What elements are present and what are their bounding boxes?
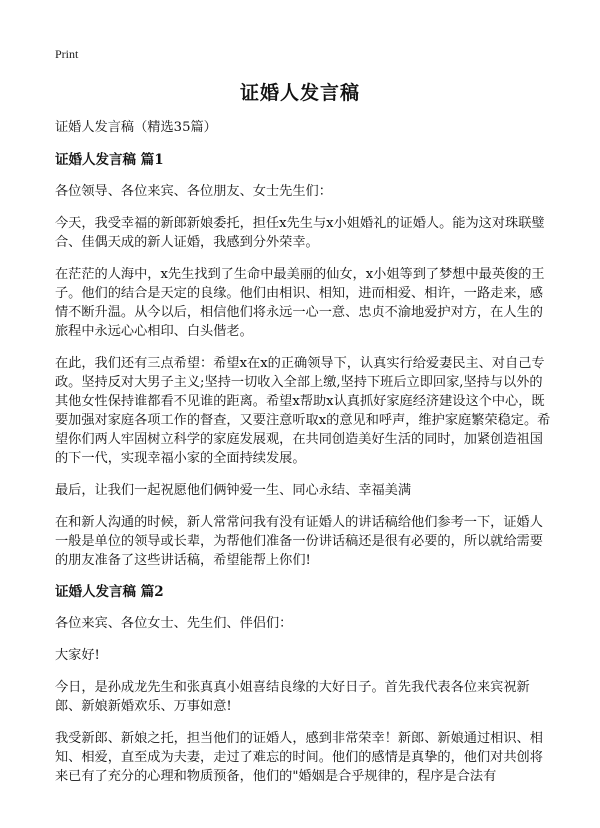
print-link[interactable]: Print (55, 47, 79, 61)
paragraph: 我受新郎、新娘之托，担当他们的证婚人，感到非常荣幸！新郎、新娘通过相识、相知、相爱，直至成为夫妻，走过了难忘的时间。他们的感情是真挚的，他们对共创将来已有了充分的心理和物质预备，他们的"婚姻是合乎规律的，程序是合法有 (55, 731, 543, 784)
paragraph: 各位来宾、各位女士、先生们、伴侣们： (55, 616, 293, 631)
paragraph: 在和新人沟通的时候，新人常常问我有没有证婚人的讲话稿给他们参考一下，证婚人一般是单位的领导或长辈，为帮他们准备一份讲话稿还是很有必要的，所以就给需要的朋友准备了这些讲话稿，希望能帮上你们! (55, 515, 543, 568)
document-body (55, 118, 555, 799)
paragraph: 在此，我们还有三点希望：希望x在x的正确领导下，认真实行给爱妻民主、对自己专政。坚持反对大男子主义;坚持一切收入全部上缴,坚持下班后立即回家,坚持与以外的其他女性保持谁都看不见谁的距离。希望x帮助x认真抓好家庭经济建设这个中心，既要加强对家庭各项工作的督查，又要注意听取x的意见和呼声，维护家庭繁荣稳定。希望你们两人牢固树立科学的家庭发展观，在共同创造美好生活的同时，加紧创造祖国的下一代，实现幸福小家的全面持续发展。 (55, 356, 551, 466)
paragraph: 各位领导、各位来宾、各位朋友、女士先生们： (55, 184, 332, 199)
section-2 (55, 583, 555, 786)
paragraph: 今日，是孙成龙先生和张真真小姐喜结良缘的大好日子。首先我代表各位来宾祝新郎、新娘新婚欢乐、万事如意! (55, 680, 530, 714)
paragraph: 今天，我受幸福的新郎新娘委托，担任x先生与x小姐婚礼的证婚人。能为这对珠联璧合、佳偶天成的新人证婚，我感到分外荣幸。 (55, 216, 545, 250)
section-heading: 证婚人发言稿 篇2 (55, 584, 164, 600)
paragraph: 在茫茫的人海中，x先生找到了生命中最美丽的仙女，x小姐等到了梦想中最英俊的王子。他们的结合是天定的良缘。他们由相识、相知，进而相爱、相许，一路走来，感情不断升温。从今以后，相信他们将永远一心一意、忠贞不渝地爱护对方，在人生的旅程中永远心心相印、白头偕老。 (55, 267, 545, 339)
document-subtitle: 证婚人发言稿（精选35篇） (55, 120, 217, 135)
document-title: 证婚人发言稿 (239, 82, 360, 104)
section-1 (55, 151, 555, 570)
paragraph: 大家好! (55, 648, 100, 663)
section-heading: 证婚人发言稿 篇1 (55, 152, 164, 168)
paragraph: 最后，让我们一起祝愿他们俩钟爱一生、同心永结、幸福美满 (55, 483, 412, 498)
